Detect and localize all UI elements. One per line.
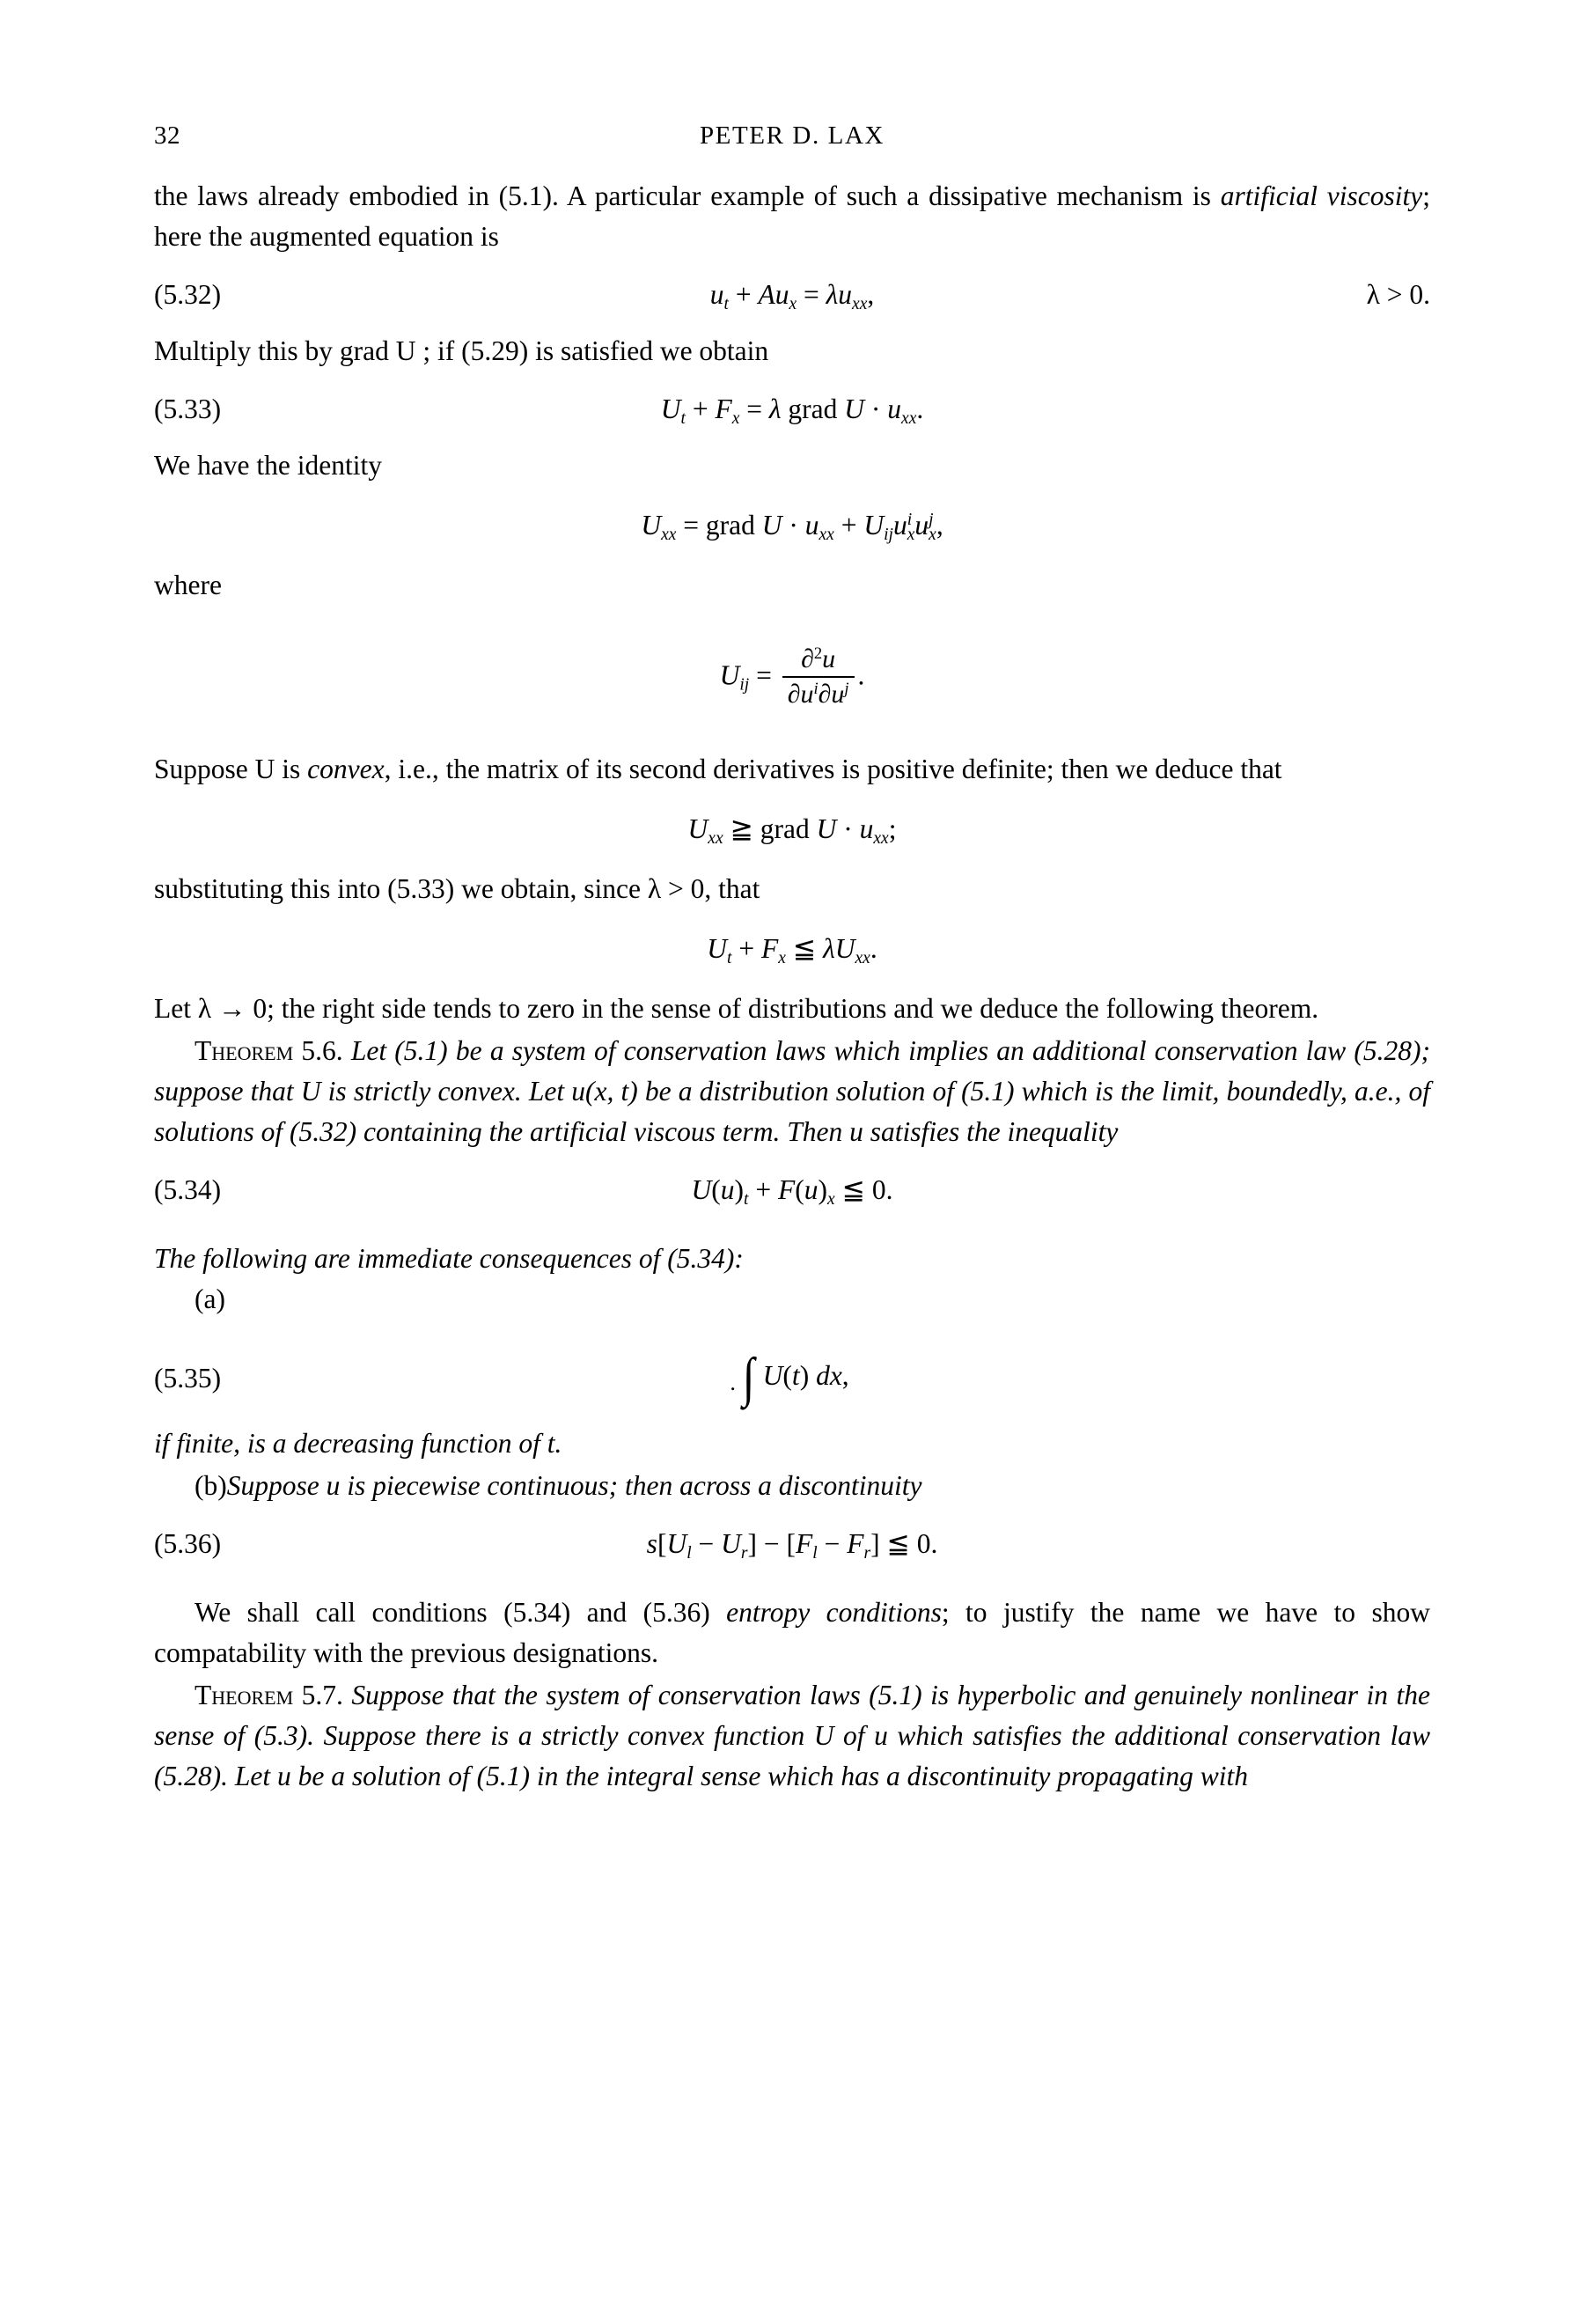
- page-content: [154, 114, 1430, 1798]
- paragraph-convex-emphasis: convex: [307, 754, 385, 784]
- paragraph-intro-part1: the laws already embodied in (5.1). A particular example of such a dissipative mechanism is: [154, 180, 1221, 211]
- paragraph-convex-part1: Suppose U is: [154, 754, 308, 784]
- paragraph-convex-part2: , i.e., the matrix of its second derivatives is positive definite; then we deduce that: [384, 754, 1282, 784]
- equation-5-34-row: [154, 1166, 1430, 1214]
- equation-5-36-row: [154, 1520, 1430, 1568]
- paragraph-consequences: [154, 1239, 1430, 1279]
- paragraph-if-finite-text: if finite, is a decreasing function of t.: [154, 1428, 562, 1459]
- paragraph-intro-emphasis: artificial viscosity: [1220, 180, 1423, 211]
- equation-5-33-body: $U_t + F_x = \lambda$ grad $U \cdot u_{xx}$.: [660, 393, 924, 428]
- equation-5-32-body: $u_t + Au_x = \lambda u_{xx}$,: [709, 279, 875, 313]
- list-item-a-label: (a): [195, 1283, 225, 1314]
- equation-5-34-number: (5.34): [154, 1174, 222, 1205]
- equation-5-36-number: (5.36): [154, 1528, 222, 1559]
- paragraph-convex: [154, 749, 1430, 790]
- equation-5-35-row: [154, 1342, 1430, 1411]
- paragraph-substituting: substituting this into (5.33) we obtain, since λ > 0, that: [154, 873, 760, 904]
- paragraph-entropy-part1: We shall call conditions (5.34) and (5.36): [195, 1597, 727, 1628]
- list-item-a: [154, 1279, 1430, 1320]
- paragraph-identity: We have the identity: [154, 450, 382, 481]
- equation-5-33-row: [154, 386, 1430, 433]
- fraction-second-derivative: $\frac{\partial^2u}{\partial u^i\partial u^j}$: [782, 644, 855, 709]
- equation-5-34-body: $U(u)_t + F(u)_x$ ≦ 0.: [691, 1174, 893, 1209]
- theorem-5-6: [154, 1031, 1430, 1152]
- paragraph-entropy-emphasis: entropy conditions: [726, 1597, 942, 1628]
- equation-5-32-condition: λ > 0.: [1366, 279, 1430, 310]
- equation-5-35-number: (5.35): [154, 1363, 222, 1394]
- paragraph-limit: Let λ → 0; the right side tends to zero in the sense of distributions and we deduce the following theorem.: [154, 993, 1319, 1024]
- paragraph-where: where: [154, 570, 222, 600]
- equation-5-32-row: [154, 271, 1430, 319]
- paragraph-entropy-part2: ; to justify the name we have to show compatability with the previous designations.: [154, 1597, 1430, 1668]
- equation-inequality-ut-fx: $U_t + F_x$ ≦ $\lambda U_{xx}$.: [707, 933, 877, 967]
- paragraph-intro: [154, 176, 1430, 257]
- paragraph-consequences-text: The following are immediate consequences of (5.34):: [154, 1243, 744, 1274]
- equation-5-33-number: (5.33): [154, 393, 222, 424]
- equation-5-35-body: . ∫ U(t) dx,: [730, 1348, 849, 1408]
- equation-5-32-number: (5.32): [154, 279, 222, 310]
- list-item-b-label: (b): [195, 1470, 227, 1501]
- theorem-5-7-statement: Suppose that the system of conservation laws (5.1) is hyperbolic and genuinely nonlinear in the sense of (5.3). Suppose there is a strictly convex function U of u which satisfies the additional conservation law (5.28). Let u be a solution of (5.1) in the integral sense which has a discontinuity propagating with: [154, 1680, 1430, 1791]
- equation-5-36-body: $s[U_l - U_r] - [F_l - F_r]$ ≦ 0.: [646, 1528, 938, 1563]
- list-item-b: [154, 1466, 1430, 1506]
- running-title: PETER D. LAX: [699, 121, 885, 150]
- paragraph-multiply: Multiply this by grad U ; if (5.29) is satisfied we obtain: [154, 335, 769, 366]
- paragraph-if-finite: [154, 1423, 1430, 1464]
- equation-definition-uij: $U_{ij}$ = $\frac{\partial^2u}{\partial u^i\partial u^j}$ .: [719, 644, 865, 709]
- running-head: [154, 114, 1430, 176]
- page-number: 32: [154, 121, 180, 150]
- paragraph-entropy-conditions: [154, 1592, 1430, 1673]
- theorem-5-7: [154, 1675, 1430, 1797]
- theorem-5-7-label: Theorem 5.7.: [195, 1680, 352, 1710]
- equation-identity-uxx: $U_{xx}$ = grad $U \cdot u_{xx} + U_{ij}u$ i x u j x ,: [641, 510, 943, 545]
- theorem-5-6-statement: Let (5.1) be a system of conservation laws which implies an additional conservation law (5.28); suppose that U is strictly convex. Let u(x, t) be a distribution solution of (5.1) which is the limit, boundedly, a.e., of solutions of (5.32) containing the artificial viscous term. Then u satisfies the inequality: [154, 1035, 1430, 1147]
- theorem-5-6-label: Theorem 5.6.: [195, 1035, 351, 1066]
- paragraph-intro-part2: ; here the augmented equation is: [154, 180, 1431, 252]
- equation-inequality-uxx: $U_{xx}$ ≧ grad $U \cdot u_{xx}$;: [687, 813, 897, 848]
- list-item-b-text: Suppose u is piecewise continuous; then across a discontinuity: [226, 1470, 922, 1501]
